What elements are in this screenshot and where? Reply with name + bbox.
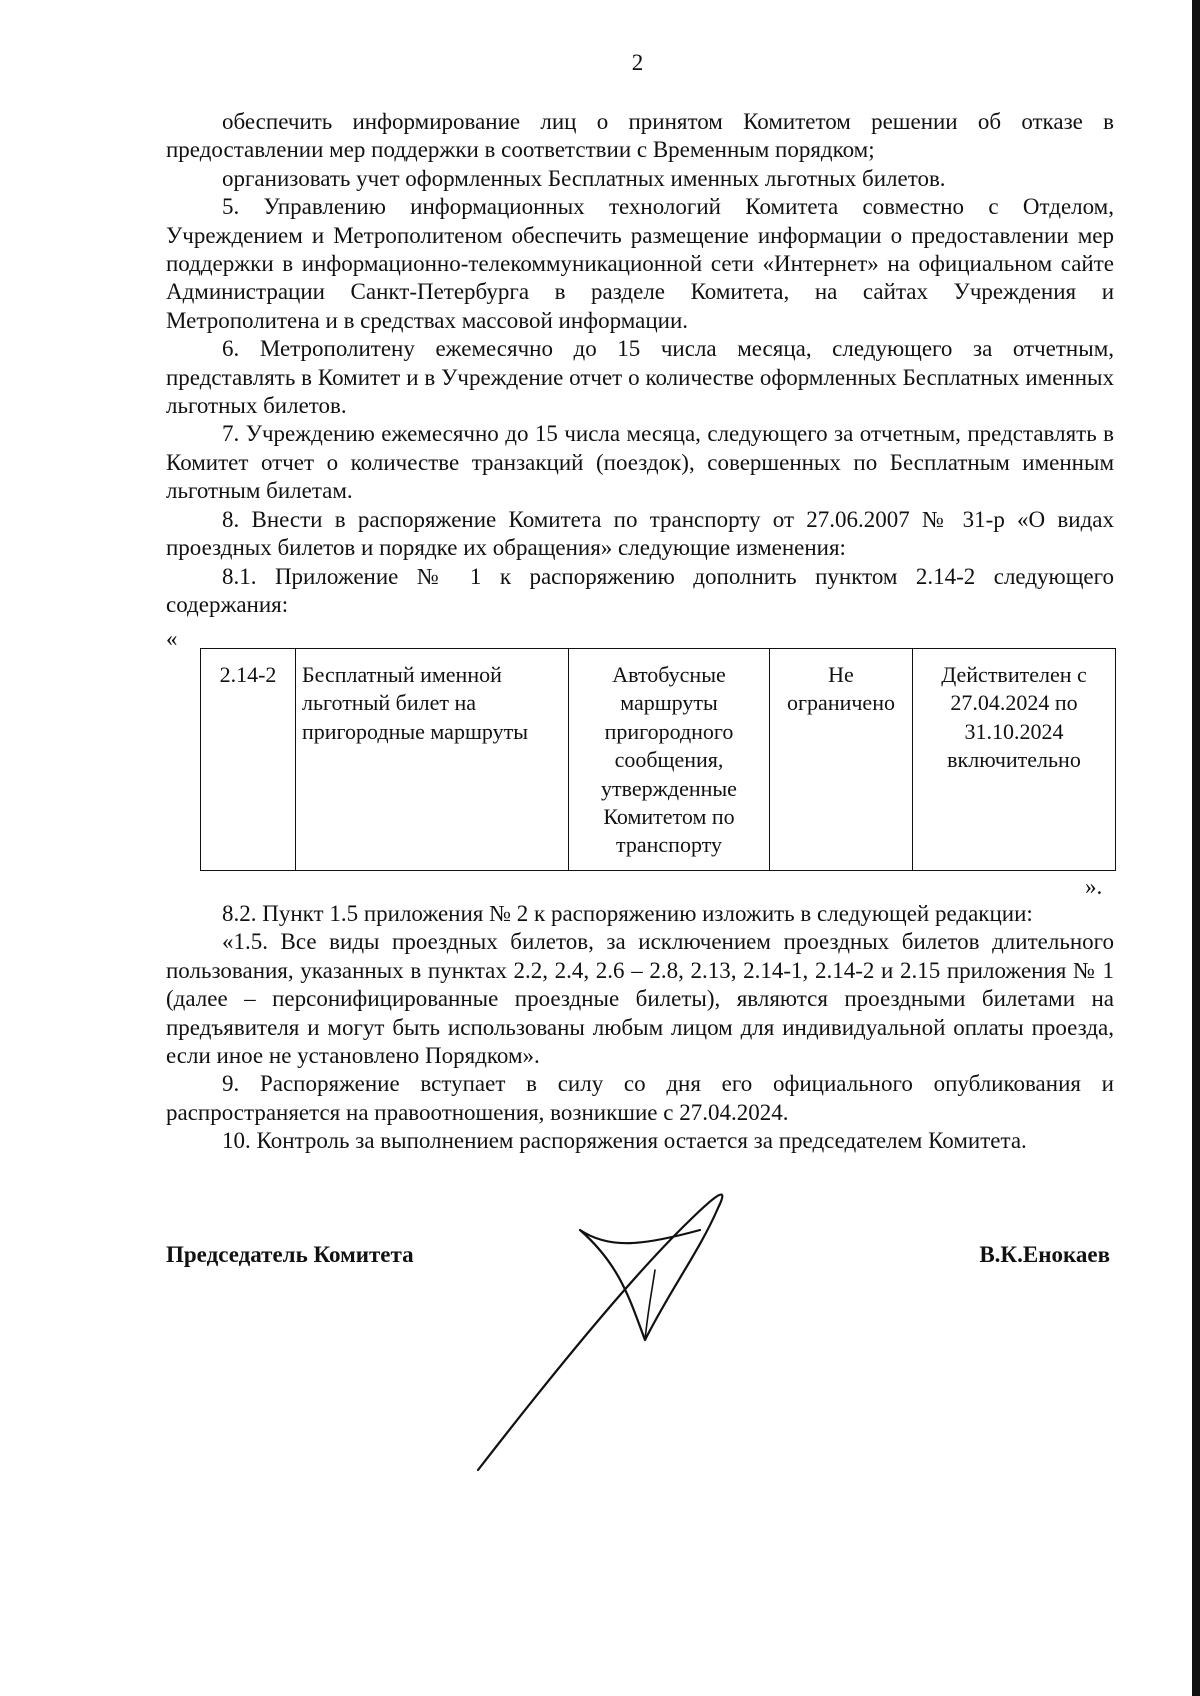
document-body-bottom bbox=[166, 900, 1114, 1156]
paragraph: обеспечить информирование лиц о принятом Комитетом решении об отказе в предоставлении мер поддержки в соответствии с Временным порядком; bbox=[166, 109, 1114, 163]
table-row bbox=[201, 649, 1116, 871]
cell-item-number: 2.14-2 bbox=[201, 649, 296, 871]
signatory-name: В.К.Енокаев bbox=[979, 1242, 1110, 1267]
paragraph: 8. Внести в распоряжение Комитета по транспорту от 27.06.2007 № 31-р «О видах проездных билетов и порядке их обращения» следующие изменения: bbox=[166, 506, 1114, 561]
paragraph: 6. Метрополитену ежемесячно до 15 числа месяца, следующего за отчетным, представлять в Комитет и в Учреждение отчет о количестве оформленных Бесплатных именных льготных билетов. bbox=[166, 336, 1114, 419]
paragraph: «1.5. Все виды проездных билетов, за исключением проездных билетов длительного пользования, указанных в пунктах 2.2, 2.4, 2.6 – 2.8, 2.13, 2.14-1, 2.14-2 и 2.15 приложения № 1 (далее – персонифицированные проездные билеты), являются проездными билетами на предъявителя и могут быть использованы любым лицом для индивидуальной оплаты проезда, если иное не установлено Порядком». bbox=[166, 929, 1114, 1069]
paragraph: организовать учет оформленных Бесплатных именных льготных билетов. bbox=[222, 165, 946, 191]
cell-validity: Действителен с 27.04.2024 по 31.10.2024 включительно bbox=[913, 649, 1116, 871]
paragraph: 5. Управлению информационных технологий Комитета совместно с Отделом, Учреждением и Метрополитеном обеспечить размещение информации о предоставлении мер поддержки в информационно-телекоммуникационной сети «Интернет» на официальном сайте Администрации Санкт-Петербурга в разделе Комитета, на сайтах Учреждения и Метрополитена и в средствах массовой информации. bbox=[166, 194, 1114, 333]
closing-quote-mark: ». bbox=[1085, 874, 1103, 899]
page-number: 2 bbox=[631, 50, 644, 75]
amendment-table bbox=[200, 648, 1116, 871]
paragraph: 8.2. Пункт 1.5 приложения № 2 к распоряжению изложить в следующей редакции: bbox=[222, 901, 1033, 926]
opening-quote-mark: « bbox=[166, 626, 178, 651]
cell-routes: Автобусные маршруты пригородного сообщения, утвержденные Комитетом по транспорту bbox=[569, 649, 770, 871]
cell-trip-limit: Не ограничено bbox=[770, 649, 913, 871]
signatory-title: Председатель Комитета bbox=[166, 1242, 414, 1267]
document-body-top bbox=[166, 108, 1114, 619]
paragraph: 10. Контроль за выполнением распоряжения остается за председателем Комитета. bbox=[222, 1128, 1027, 1154]
paragraph: 7. Учреждению ежемесячно до 15 числа месяца, следующего за отчетным, представлять в Комитет отчет о количестве транзакций (поездок), совершенных по Бесплатным именным льготным билетам. bbox=[166, 421, 1114, 504]
handwritten-signature bbox=[470, 1170, 790, 1480]
scan-edge bbox=[1192, 0, 1200, 1696]
paragraph: 9. Распоряжение вступает в силу со дня его официального опубликования и распространяется на правоотношения, возникшие с 27.04.2024. bbox=[166, 1071, 1114, 1125]
cell-ticket-name: Бесплатный именной льготный билет на пригородные маршруты bbox=[296, 649, 569, 871]
paragraph: 8.1. Приложение № 1 к распоряжению дополнить пунктом 2.14-2 следующего содержания: bbox=[166, 563, 1114, 617]
